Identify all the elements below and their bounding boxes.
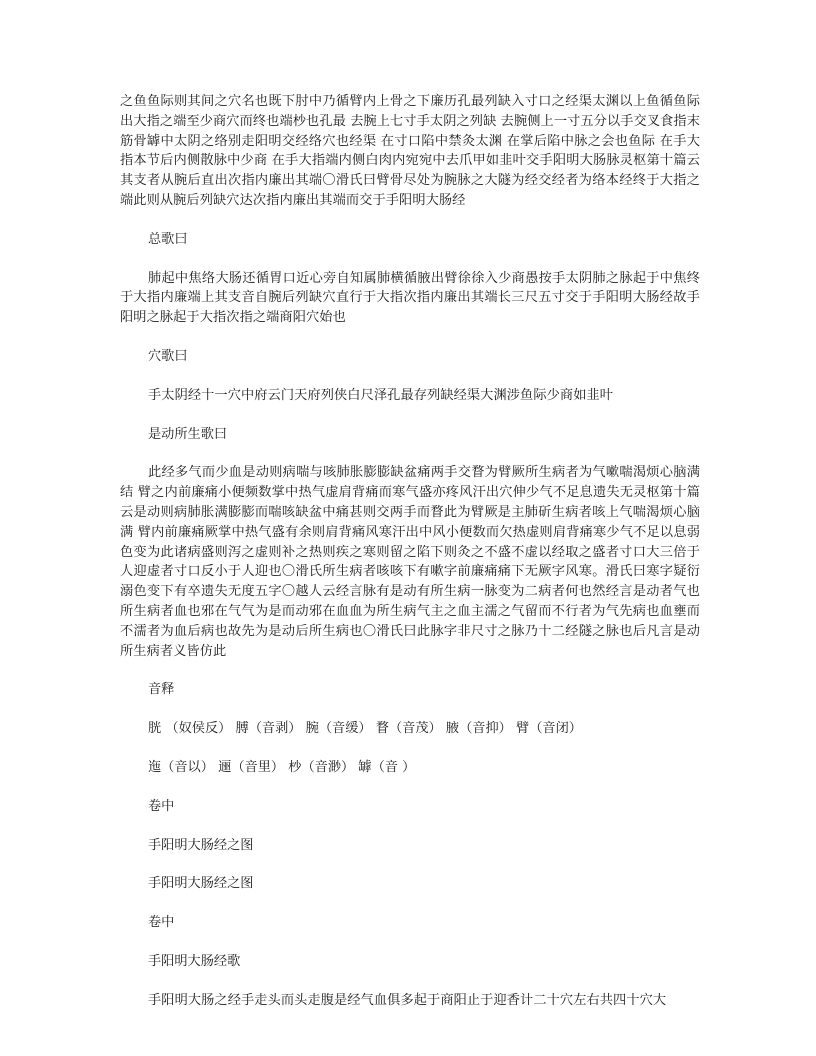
heading-volume-middle: 卷中 <box>148 798 175 814</box>
heading-acupoint-song: 穴歌曰 <box>148 348 188 364</box>
heading-volume-middle-repeat: 卷中 <box>148 915 175 931</box>
paragraph-large-intestine-song: 手阳明大肠之经手走头而头走腹是经气血俱多起于商阳止于迎香计二十穴左右共四十穴大 <box>148 992 667 1008</box>
paragraph-meridian-course: 之鱼鱼际则其间之穴名也既下肘中乃循臂内上骨之下廉历孔最列缺入寸口之经渠太渊以上鱼循鱼际出大指之端至少商穴而终也端杪也孔最 去腕上七寸手太阴之列缺 去腕侧上一寸五分以手交叉食指末筋骨罅中太阴之络别走阳明交经络穴也经渠 在寸口陷中禁灸太渊 在掌后陷中脉之会也鱼际 在手大指本节后内侧散脉中少商 在手大指端内侧白肉内宛宛中去爪甲如韭叶交手阳明大肠脉灵枢第十篇云其支者从腕后直出次指内廉出其端〇滑氏曰臂骨尽处为腕脉之大隧为经交经者为络本经终于大指之端此则从腕后列缺穴达次指内廉出其端而交于手阳明大肠经 <box>120 94 700 208</box>
heading-large-intestine-song: 手阳明大肠经歌 <box>148 953 241 969</box>
paragraph-acupoint-song: 手太阴经十一穴中府云门天府列侠白尺泽孔最存列缺经渠大渊涉鱼际少商如韭叶 <box>148 387 614 403</box>
heading-large-intestine-chart-repeat: 手阳明大肠经之图 <box>148 876 254 892</box>
heading-general-song: 总歌曰 <box>148 231 188 247</box>
document-page <box>120 92 700 1011</box>
heading-large-intestine-chart: 手阳明大肠经之图 <box>148 837 254 853</box>
pronunciation-line-1: 胱 （奴侯反） 膊（音剥） 腕（音缓） 瞀（音茂） 腋（音抑） 臂（音闭） <box>148 721 582 737</box>
pronunciation-line-2: 迤（音以） 逦（音里） 杪（音渺） 罅（音 ） <box>148 759 416 775</box>
paragraph-disease-song: 此经多气而少血是动则病喘与咳肺胀膨膨缺盆痛两手交瞀为臂厥所生病者为气嗽喘渴烦心脑满结 臂之内前廉痛小便频数掌中热气虚肩背痛而寒气盛亦疼风汗出穴伸少气不足息遗失无灵枢第十篇云是动则病肺胀满膨膨而喘咳缺盆中痛甚则交两手而瞀此为臂厥是主肺斫生病者咳上气喘渴烦心脑满 臂内前廉痛厥掌中热气盛有余则肩背痛风寒汗出中风小便数而欠热虚则肩背痛寒少气不足以息弱色变为此诸病盛则泻之虚则补之热则疾之寒则留之陷下则灸之不盛不虚以经取之盛者寸口大三倍于人迎虚者寸口反小于人迎也〇滑氏所生病者咳咳下有嗽字前廉痛痛下无厥字风寒。滑氏曰寒字疑衍溺色变下有卒遗失无度五字〇越人云经言脉有是动有所生病一脉变为二病者何也然经言是动者气也所生病者血也邪在气气为是而动邪在血血为所生病气主之血主濡之气留而不行者为气先病也血壅而不濡者为血后病也故先为是动后所生病也〇滑氏曰此脉字非尺寸之脉乃十二经隧之脉也后凡言是动所生病者义皆仿此 <box>120 465 700 659</box>
heading-pronunciation: 音释 <box>148 682 175 698</box>
paragraph-general-song: 肺起中焦络大肠还循胃口近心旁自知属肺横循腋出臂徐徐入少商愚按手太阴肺之脉起于中焦终于大指内廉端上其支音自腕后列缺穴直行于大指次指内廉出其端长三尺五寸交于手阳明大肠经故手阳明之脉起于大指次指之端商阳穴始也 <box>120 270 700 326</box>
heading-disease-song: 是动所生歌曰 <box>148 426 228 442</box>
